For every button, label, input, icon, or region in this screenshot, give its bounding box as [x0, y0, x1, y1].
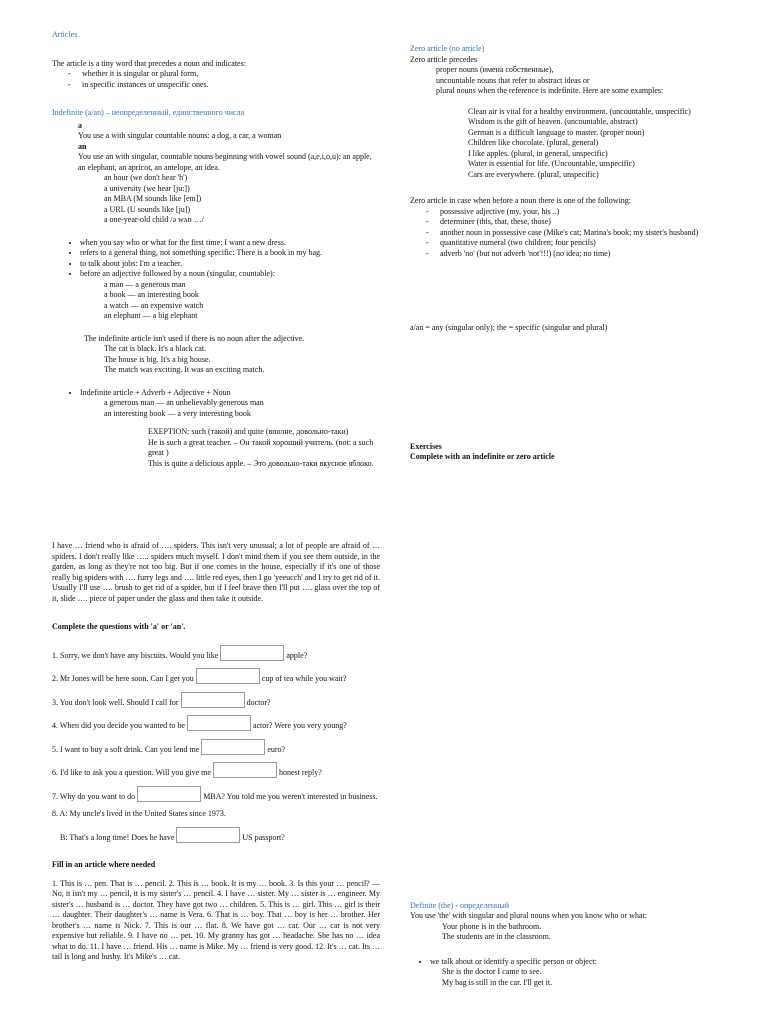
not-used-rule: The indefinite article isn't used if there is no noun after the adjective. — [84, 333, 305, 343]
exception-block — [52, 427, 380, 469]
zero-article-intro: Zero article precedes — [410, 54, 478, 64]
exercises-heading: Exercises — [410, 441, 442, 451]
list-item: This is quite a delicious apple. – Это довольно-таки вкусное яблоко. — [148, 458, 374, 468]
right-column — [410, 44, 750, 988]
answer-field[interactable] — [176, 827, 240, 843]
zero-article-heading: Zero article (no article) — [410, 44, 485, 53]
list-item: a watch — an expensive watch — [104, 300, 204, 310]
list-item: She is the doctor I came to see. — [442, 967, 542, 976]
zero-article-points — [410, 65, 750, 97]
list-item: - determiner (this, that, these, those) — [426, 217, 750, 228]
an-label: an — [78, 141, 87, 151]
list-item: - adverb 'no' (but not adverb 'not'!!!) (no idea; no time) — [426, 249, 750, 260]
list-item: German is a difficult language to master. (proper noun) — [468, 127, 645, 137]
left-column — [52, 30, 380, 963]
definite-rule: You use 'the' with singular and plural nouns when you know who or what: — [410, 911, 647, 920]
intro-list — [52, 69, 380, 90]
list-item: a one-year-old child /ə wʌn …/ — [104, 215, 205, 224]
definite-use-examples — [410, 967, 750, 988]
exercise-passage: I have … friend who is afraid of …. spiders. This isn't very unusual; a lot of people are afraid of … spiders. I don't really like ….. spiders much myself. I don't mind them if you see them outside, in the garden, as long as they're not too big. But if one comes in the house, especially if it's one of those really big spiders with …. furry legs and …. little red eyes, then I go 'yeeucch' and I try to get rid of it. Usually I'll use …. brush to get rid of a spider, but if I feel brave then I'll put …. glass over the top of it, slide …. piece of paper under the glass and then take it outside. — [52, 541, 380, 603]
list-item: Water is essential for life. (Uncountable, unspecific) — [468, 159, 635, 168]
questions-list — [52, 645, 380, 844]
page-title: Articles — [52, 30, 78, 39]
an-examples — [52, 173, 380, 226]
uses-list — [52, 238, 380, 280]
list-item: plural nouns when the reference is indefinite. Here are some examples: — [436, 86, 664, 95]
list-item: 8. A: My uncle's lived in the United States since 1973. — [52, 809, 226, 818]
answer-field[interactable] — [213, 762, 277, 778]
answer-field[interactable] — [181, 692, 245, 708]
list-item: Wisdom is the gift of heaven. (uncountable, abstract) — [468, 117, 638, 126]
list-item: a man — a generous man — [104, 279, 186, 289]
list-item: The students are in the classroom. — [442, 932, 551, 941]
definite-examples — [410, 922, 750, 943]
list-item: 3. You don't look well. Should I call for doctor? — [52, 692, 380, 709]
list-item: an elephant — a big elephant — [104, 311, 198, 320]
list-item: Your phone is in the bathroom. — [442, 921, 542, 931]
list-item: a URL (U sounds like [ju]) — [104, 204, 191, 214]
list-item: a book — an interesting book — [104, 290, 199, 299]
list-item: a generous man — an unbelievably generous man — [104, 398, 264, 407]
list-item: • to talk about jobs: I'm a teacher. — [80, 259, 380, 270]
definite-uses — [410, 957, 750, 968]
list-item: • when you say who or what for the first time: I want a new dress. — [80, 238, 380, 249]
adverb-examples — [52, 398, 380, 419]
an-rule: You use an with singular, countable nouns beginning with vowel sound (a,e,i,o,u): an apple, an elephant, an apricot, an antelope, an idea. — [78, 152, 372, 172]
answer-field[interactable] — [187, 715, 251, 731]
a-rule: You use a with singular countable nouns: a dog, a car, a woman — [78, 131, 282, 140]
list-item: I like apples. (plural, in general, unspecific) — [468, 148, 608, 158]
list-item: - in specific instances or unspecific ones. — [68, 80, 380, 91]
list-item: • we talk about or identify a specific person or object: — [430, 957, 750, 968]
list-item: The house is big. It's a big house. — [104, 354, 211, 364]
indefinite-heading: Indefinite (a/an) – неопределенный, единственного числа — [52, 108, 245, 117]
list-item: • refers to a general thing, not something specific: There is a book in my bag. — [80, 248, 380, 259]
list-item: - possessive adjective (my, your, his ..) — [426, 207, 750, 218]
zero-case-intro: Zero article in case when before a noun there is one of the following: — [410, 196, 632, 205]
list-item: 6. I'd like to ask you a question. Will you give me honest reply? — [52, 762, 380, 779]
zero-article-examples — [410, 107, 750, 181]
list-item: • before an adjective followed by a noun (singular, countable): — [80, 269, 380, 280]
exercises-subheading: Complete with an indefinite or zero article — [410, 452, 555, 461]
questions-heading: Complete the questions with 'a' or 'an'. — [52, 622, 186, 631]
list-item: 1. Sorry, we don't have any biscuits. Would you like apple? — [52, 645, 380, 662]
list-item: an interesting book — a very interesting book — [104, 408, 251, 418]
list-item: an MBA (M sounds like [em]) — [104, 194, 202, 203]
list-item: - whether it is singular or plural form, — [68, 69, 380, 80]
exception-rule: EXEPTION: such (такой) and quite (вполне, довольно-таки) — [148, 427, 349, 436]
list-item: - quantitative numeral (two children; four pencils) — [426, 238, 750, 249]
list-item: My bag is still in the car. I'll get it. — [442, 977, 553, 987]
list-item: He is such a great teacher. – Он такой хороший учитель. (not: a such great ) — [148, 437, 374, 457]
answer-field[interactable] — [201, 739, 265, 755]
a-label: a — [78, 120, 82, 130]
answer-field[interactable] — [196, 668, 260, 684]
list-item: The cat is black. It's a black cat. — [104, 344, 207, 353]
adjective-examples — [52, 280, 380, 322]
fill-exercise-text: 1. This is … pen. That is … pencil. 2. This is … book. It is my … book. 3. Is this your … pencil? — No, it isn't my … pencil, it is my sister's … pencil. 4. I have … sister. My … sister is … engineer. My sister's … husband is … doctor. They have got two … children. 5. This is … girl. This … girl is their … daughter. Their daughter's … name is Vera. 6. That is … boy. That … boy is her … brother. Her brother's … name is Nick. 7. This is our … flat. 8. We have got … car. Our … car is not very expensive but reliable. 9. I have no … pet. 10. My granny has got … headache. She has no … idea what to do. 11. I have … friend. His … name is Mike. My … friend is very good. 12. It's … cat. Its … tail is long and bushy. It's Mike's … cat. — [52, 878, 380, 961]
list-item: B: That's a long time! Does he have US passport? — [52, 827, 380, 844]
list-item: Clean air is vital for a healthy environment. (uncountable, unspecific) — [468, 106, 691, 116]
adverb-rule: • Indefinite article + Adverb + Adjective + Noun — [80, 388, 380, 399]
list-item: - another noun in possessive case (Mike's cat; Marina's book; my sister's husband) — [426, 228, 750, 239]
definite-heading: Definite (the) - определенный — [410, 900, 510, 910]
answer-field[interactable] — [220, 645, 284, 661]
list-item: 5. I want to buy a soft drink. Can you lend me euro? — [52, 739, 380, 756]
list-item: proper nouns (имена собственные), — [436, 65, 554, 74]
list-item: Cars are everywhere. (plural, unspecific) — [468, 169, 599, 179]
list-item: uncountable nouns that refer to abstract ideas or — [436, 75, 590, 85]
list-item: Children like chocolate. (plural, general) — [468, 138, 599, 147]
answer-field[interactable] — [137, 786, 201, 802]
list-item: a university (we hear [ju:]) — [104, 183, 190, 193]
list-item: 7. Why do you want to do MBA? You told me you weren't interested in business. — [52, 786, 380, 803]
list-item: 2. Mr Jones will be here soon. Can I get you cup of tea while you wait? — [52, 668, 380, 685]
list-item: 4. When did you decide you wanted to be actor? Were you very young? — [52, 715, 380, 732]
intro-text: The article is a tiny word that precedes a noun and indicates: — [52, 58, 246, 68]
zero-case-list — [410, 207, 750, 260]
list-item: The match was exciting. It was an exciting match. — [104, 365, 265, 374]
list-item: an hour (we don't hear 'h') — [104, 173, 188, 182]
article-summary: a/an = any (singular only); the = specific (singular and plural) — [410, 323, 608, 332]
not-used-examples — [52, 344, 380, 376]
fill-heading: Fill in an article where needed — [52, 860, 156, 869]
adverb-list — [52, 388, 380, 399]
